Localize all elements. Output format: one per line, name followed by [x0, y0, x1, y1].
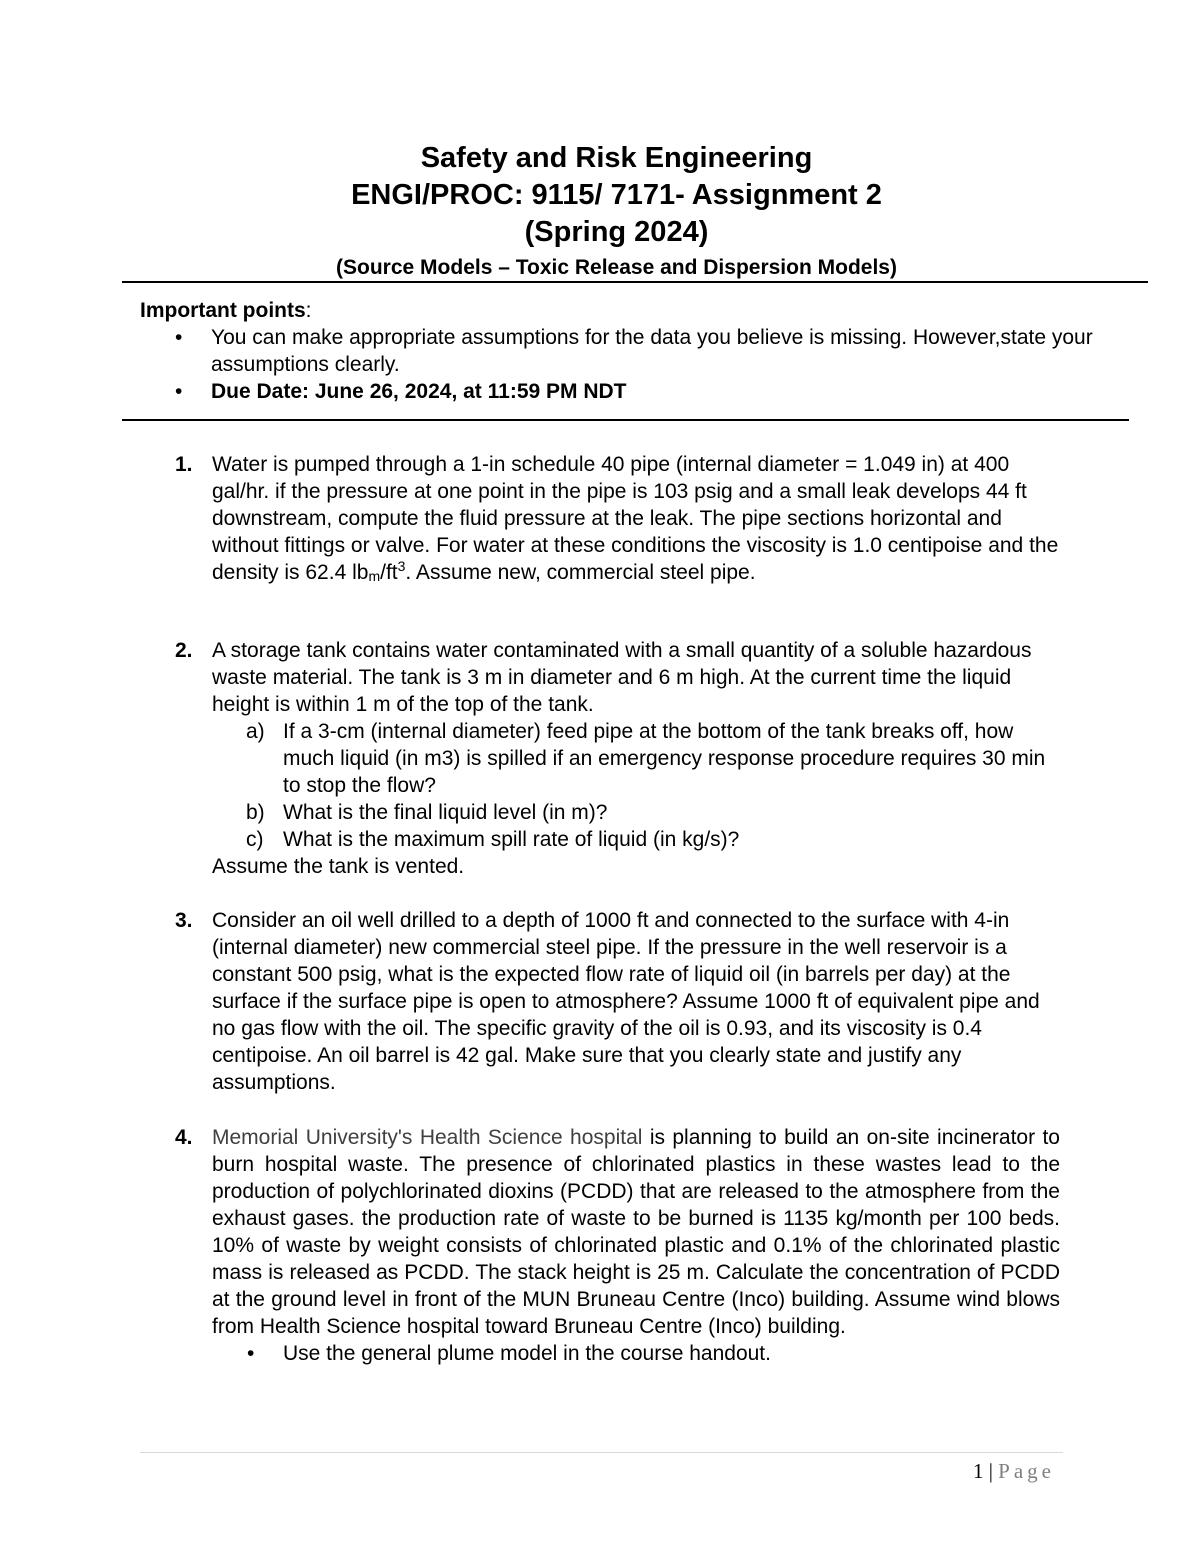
page-footer [900, 1459, 1055, 1484]
q4-bullet-list [212, 1340, 1060, 1367]
bullet-icon: • [175, 326, 183, 349]
term: (Spring 2024) [524, 216, 709, 248]
question-text [212, 1124, 1060, 1340]
question-1 [175, 451, 1060, 590]
q4-text: is planning to build an on-site incinerator to burn hospital waste. The presence of chlorinated plastics in these wastes lead to the production of polychlorinated dioxins (PCDD) that are released to the atmosphere from the exhaust gases. the production rate of waste to be burned is 1135 kg/month per 100 beds. 10% of waste by weight consists of chlorinated plastic and 0.1% of the chlorinated plastic mass is released as PCDD. The stack height is 25 m. Calculate the concentration of PCDD at the ground level in front of the MUN Bruneau Centre (Inco) building. Assume wind blows from Health Science hospital toward Bruneau Centre (Inco) building. [212, 1126, 1060, 1338]
q2-intro: A storage tank contains water contaminated with a small quantity of a soluble hazardous waste material. The tank is 3 m in diameter and 6 m high. At the current time the liquid height is within 1 m of the top of the tank. [212, 639, 1032, 716]
question-text: Consider an oil well drilled to a depth of 1000 ft and connected to the surface with 4-in (internal diameter) new commercial steel pipe. If the pressure in the well reservoir is a constant 500 psig, what is the expected flow rate of liquid oil (in barrels per day) at the surface if the surface pipe is open to atmosphere? Assume 1000 ft of equivalent pipe and no gas flow with the oil. The specific gravity of the oil is 0.93, and its viscosity is 0.4 centipoise. An oil barrel is 42 gal. Make sure that you clearly state and justify any assumptions. [212, 909, 1040, 1094]
footer-separator: | [988, 1459, 993, 1483]
page-word: Page [998, 1459, 1055, 1483]
part-label: b) [246, 801, 265, 824]
assignment-line: ENGI/PROC: 9115/ 7171- Assignment 2 [351, 179, 882, 211]
q2-part-a [212, 718, 1060, 799]
q2-outro: Assume the tank is vented. [212, 855, 465, 878]
bullet-text: You can make appropriate assumptions for the data you believe is missing. However,state your assumptions clearly. [211, 326, 1093, 376]
question-text [212, 637, 1060, 880]
question-4 [175, 1124, 1060, 1367]
important-heading-line [140, 297, 1130, 324]
q4-bullet [212, 1340, 1060, 1367]
important-bullet-due-date [140, 378, 1130, 405]
question-text [212, 451, 1060, 590]
important-bullet-assumptions [140, 324, 1130, 378]
bullet-text: Use the general plume model in the course handout. [283, 1342, 771, 1365]
q2-part-b [212, 799, 1060, 826]
part-label: c) [246, 828, 264, 851]
question-number: 2. [175, 639, 193, 662]
q4-lead: Memorial University's Health Science hospital [212, 1126, 643, 1149]
part-text: What is the maximum spill rate of liquid (in kg/s)? [283, 828, 740, 851]
part-text: What is the final liquid level (in m)? [283, 801, 608, 824]
question-number: 4. [175, 1126, 193, 1149]
q1-text-b: . Assume new, commercial steel pipe. [405, 561, 756, 584]
important-heading: Important points [140, 299, 306, 322]
q2-part-c [212, 826, 1060, 853]
question-number: 1. [175, 453, 193, 476]
q1-unit-subscript: m [368, 568, 381, 584]
q1-unit-mid: /ft [380, 561, 398, 584]
course-title: Safety and Risk Engineering [420, 142, 813, 174]
question-3 [175, 907, 1060, 1096]
part-label: a) [246, 720, 265, 743]
part-text: If a 3-cm (internal diameter) feed pipe at the bottom of the tank breaks off, how much liquid (in m3) is spilled if an emergency response procedure requires 30 min to stop the flow? [283, 720, 1046, 797]
title-block [0, 140, 1200, 283]
q1-unit-superscript: 3 [397, 558, 406, 574]
page-number: 1 [972, 1459, 984, 1483]
due-date-text: Due Date: June 26, 2024, at 11:59 PM NDT [211, 380, 627, 403]
topic-subtitle: (Source Models – Toxic Release and Dispersion Models) [336, 256, 897, 279]
section-divider [122, 419, 1129, 421]
bullet-icon: • [247, 1342, 255, 1365]
bullet-icon: • [175, 380, 183, 403]
top-divider [122, 281, 1148, 283]
footer-divider [140, 1452, 1063, 1453]
important-points [140, 297, 1130, 405]
question-number: 3. [175, 909, 193, 932]
important-colon: : [305, 299, 312, 322]
q1-text-a: Water is pumped through a 1-in schedule 40 pipe (internal diameter = 1.049 in) at 400 gal/hr. if the pressure at one point in the pipe is 103 psig and a small leak develops 44 ft downstream, compute the fluid pressure at the leak. The pipe sections horizontal and without fittings or valve. For water at these conditions the viscosity is 1.0 centipoise and the density is 62.4 lb [212, 453, 1059, 584]
question-2 [175, 637, 1060, 880]
